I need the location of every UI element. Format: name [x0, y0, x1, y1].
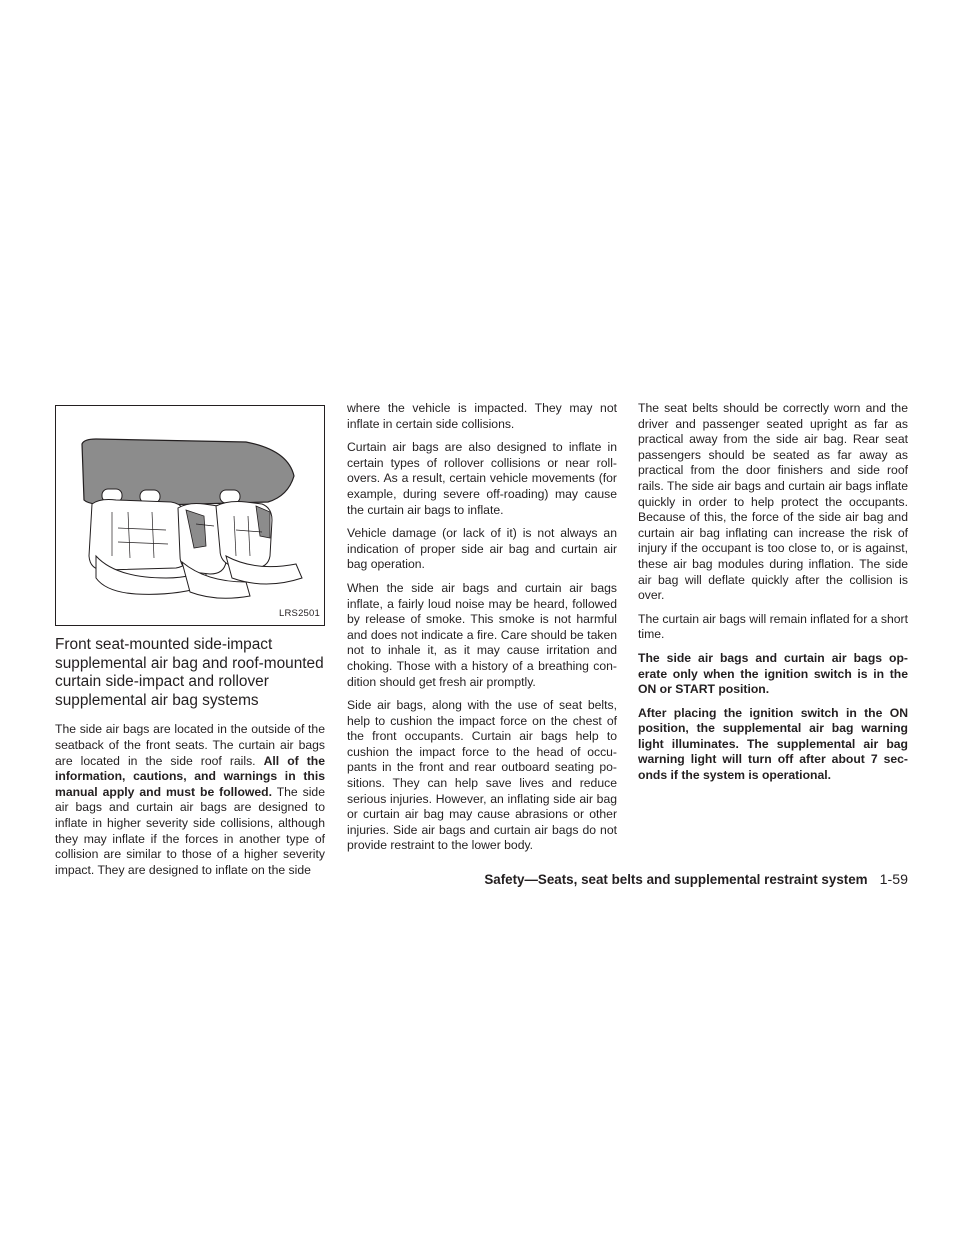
page-number: 1-59 [879, 872, 908, 888]
column-middle [347, 401, 617, 862]
seat-airbag-drawing [56, 406, 324, 625]
bold-notice: The side air bags and curtain air bags op-erate only when the ignition switch is in the ON or START position. [638, 650, 908, 697]
paragraph: Vehicle damage (or lack of it) is not always an indication of proper side air bag and curtain air bag operation. [347, 526, 617, 572]
column-left [55, 401, 325, 886]
warning-emphasis: All of the information, cautions, and warnings in this manual apply and must be followed. [55, 753, 325, 799]
paragraph-intro: The side air bags are located in the outside of the seatback of the front seats. The curtain air bags are located in the side roof rails. All of the information, cautions, and warnings in this manual apply and must be followed. The side air bags and curtain air bags are designed to inflate in higher severity side collisions, although they may inflate if the forces in another type of collision are similar to those of a higher severity impact. They are designed to inflate on the side [55, 722, 325, 877]
bold-notice: After placing the ignition switch in the ON position, the supplemental air bag warning light illuminates. The supplemental air bag warning light will turn off after about 7 sec-onds if the system is operational. [638, 705, 908, 783]
paragraph: When the side air bags and curtain air bags inflate, a fairly loud noise may be heard, followed by release of smoke. This smoke is not harmful and does not indicate a fire. Care should be taken not to inhale it, as it may cause irritation and choking. Those with a history of a breathing con-dition should get fresh air promptly. [347, 580, 617, 689]
column-right [638, 401, 908, 792]
figure-code: LRS2501 [278, 608, 320, 620]
section-heading: Front seat-mounted side-impact supplemental air bag and roof-mounted curtain side-impact and rollover supplemental air bag systems [55, 636, 324, 709]
airbag-illustration [55, 405, 325, 626]
paragraph: The curtain air bags will remain inflated for a short time. [638, 611, 908, 642]
paragraph: where the vehicle is impacted. They may not inflate in certain side collisions. [347, 401, 617, 431]
footer-chapter-title: Safety—Seats, seat belts and supplemental restraint system [484, 872, 868, 887]
paragraph: The seat belts should be correctly worn and the driver and passenger seated upright as far as practical away from the side air bag. Rear seat passengers should be seated as far away as practical from the door finishers and side roof rails. The side air bags and curtain air bags inflate quickly in order to help protect the occupants. Because of this, the force of the side air bag and curtain air bag inflating can increase the risk of injury if the occupant is too close to, or is against, these air bag modules during inflation. The side air bag will deflate quickly after the collision is over. [638, 401, 908, 603]
paragraph: Side air bags, along with the use of seat belts, help to cushion the impact force on the chest of the front occupants. Curtain air bags help to cushion the impact force to the head of occu-pants in the front and rear outboard seating po-sitions. They can help save lives and reduce serious injuries. However, an inflating side air bag or curtain air bag may cause abrasions or other injuries. Side air bags and curtain air bags do not provide restraint to the lower body. [347, 698, 617, 853]
paragraph: Curtain air bags are also designed to inflate in certain types of rollover collisions or near roll-overs. As a result, certain vehicle movements (for example, during severe off-roading) may cause the curtain air bags to inflate. [347, 440, 617, 517]
page-footer [484, 872, 908, 888]
